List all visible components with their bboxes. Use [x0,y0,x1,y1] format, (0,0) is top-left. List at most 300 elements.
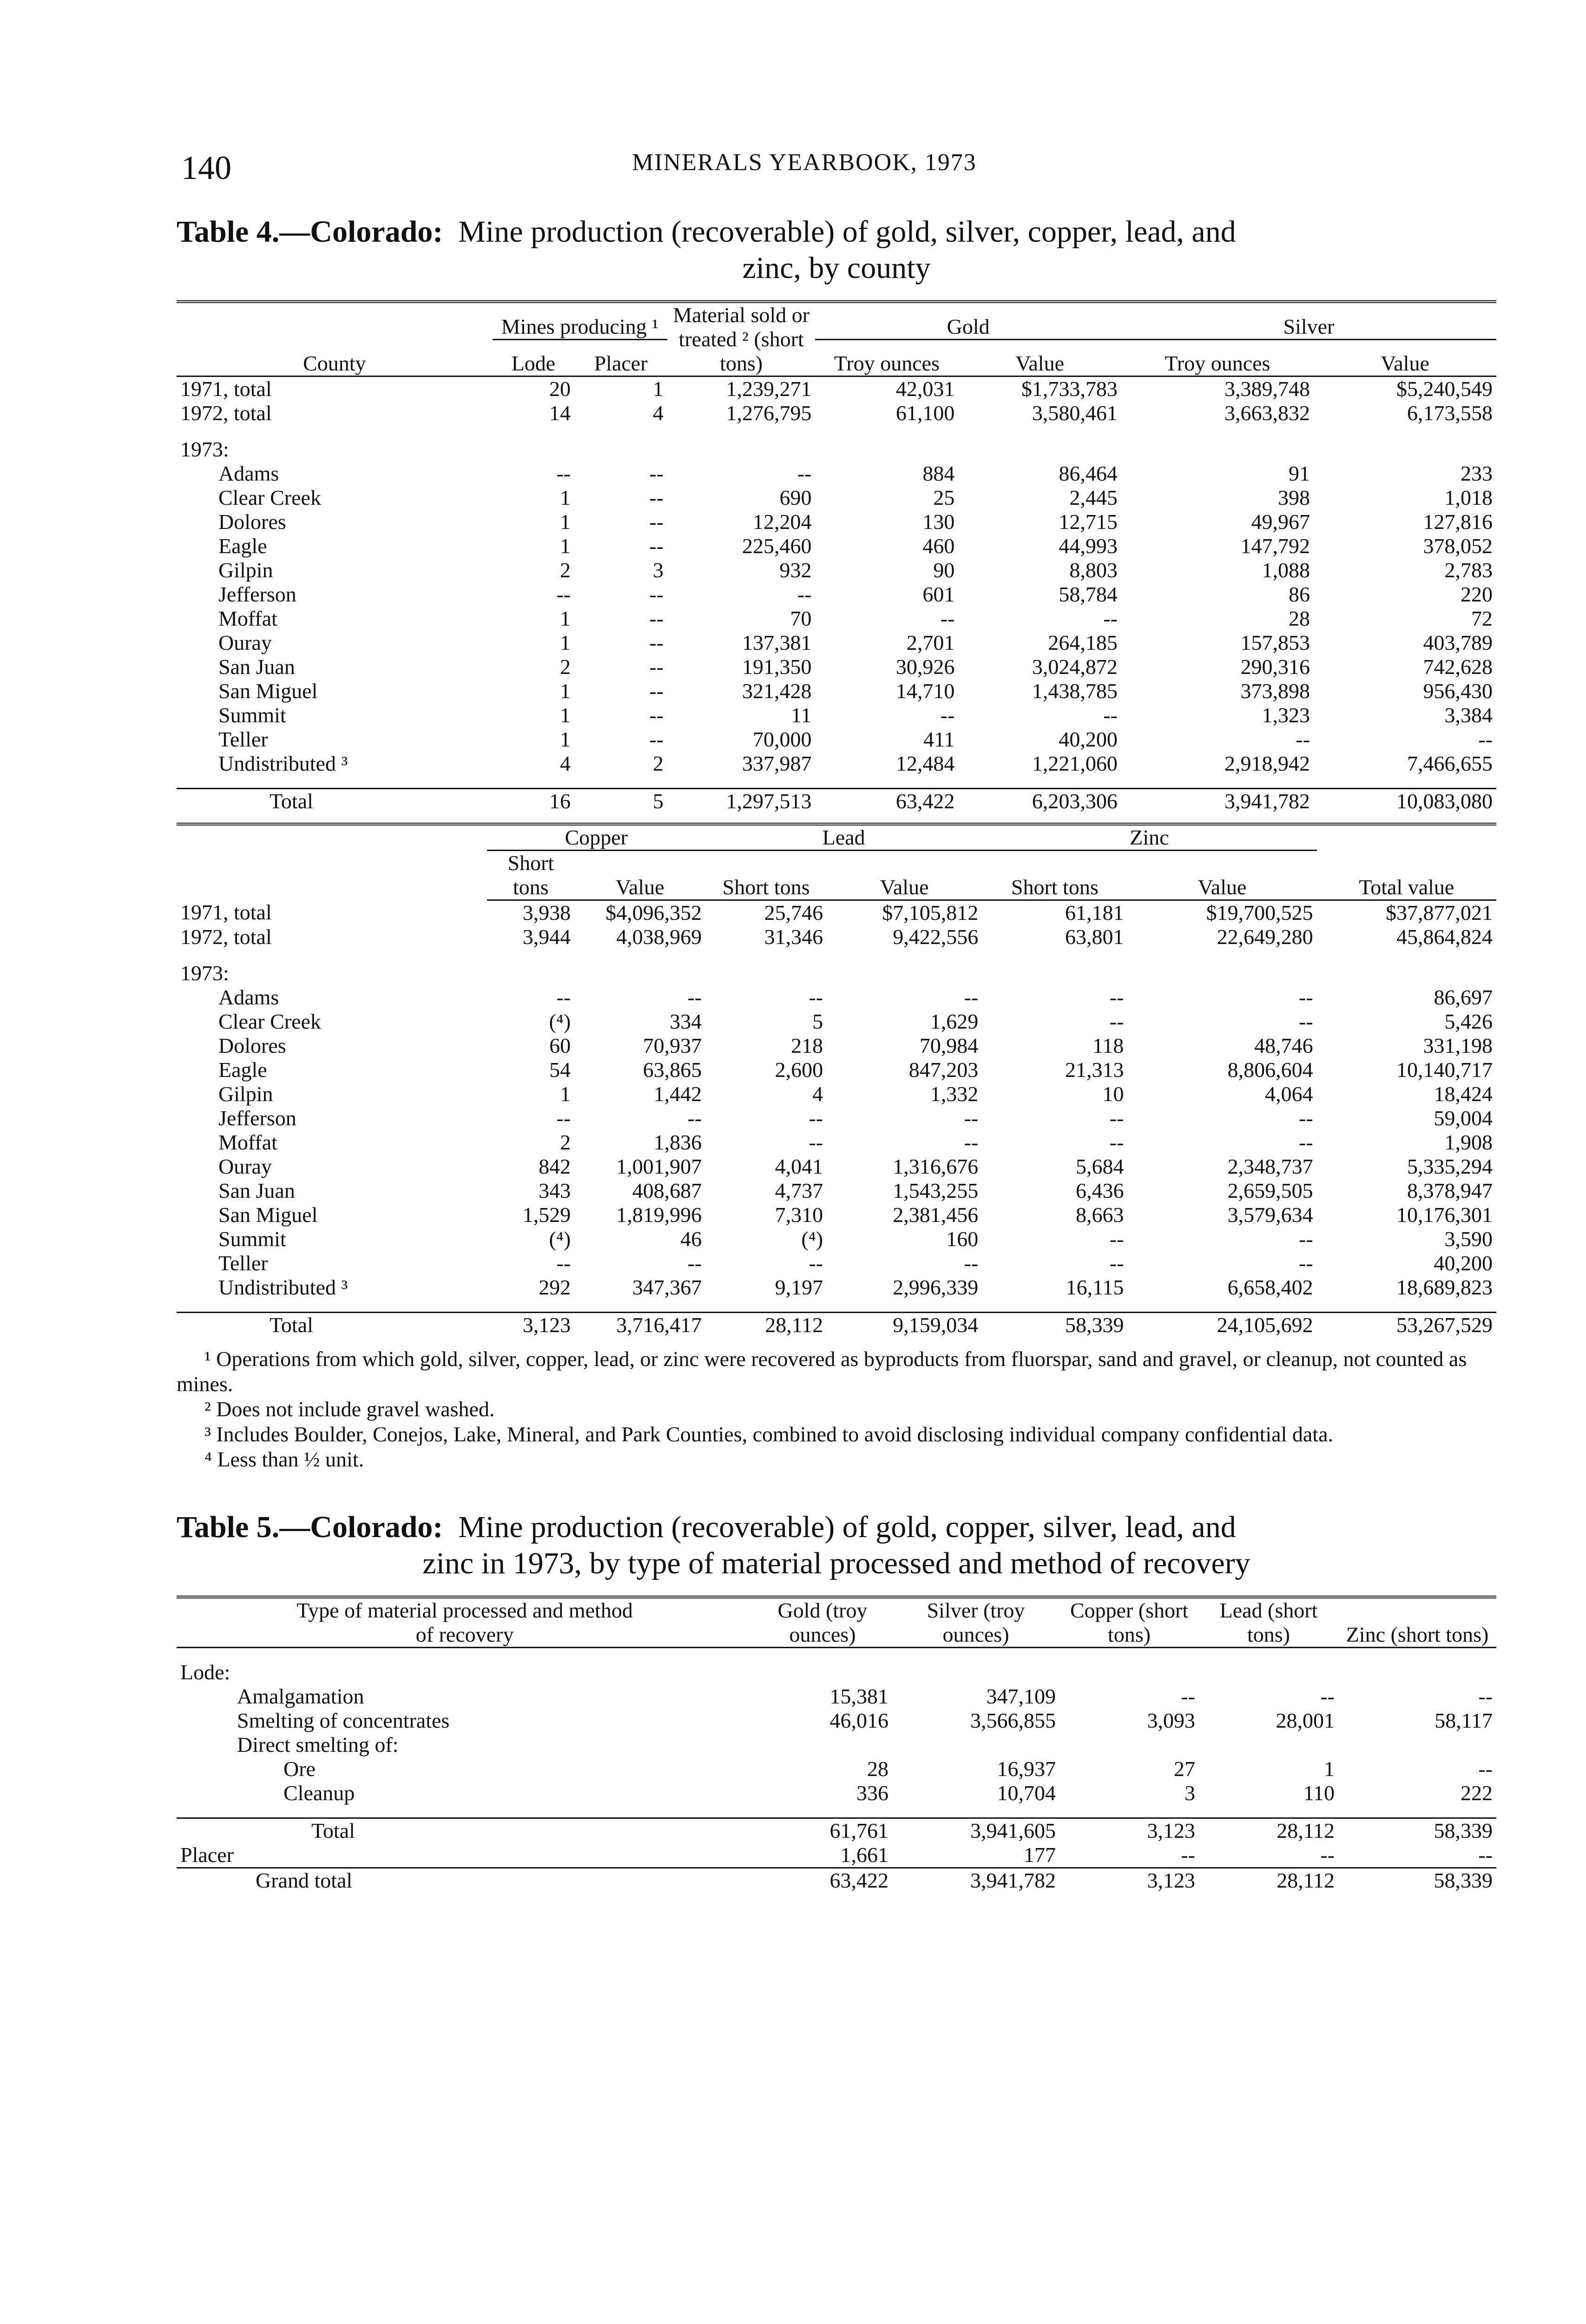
cell-value: 7,466,655 [1407,752,1493,775]
cell-value: -- [1478,1684,1493,1708]
cell-value: 58,339 [982,1313,1127,1338]
cell-value: 3,716,417 [574,1313,705,1338]
cell-value: 3,580,461 [1032,401,1118,425]
cell-value: 264,185 [1048,631,1118,654]
cell-value: 59,004 [1434,1106,1493,1130]
row-label: Clear Creek [218,486,321,509]
col-lead: Lead (short tons) [1199,1597,1338,1648]
page [177,139,1496,1893]
col-silver: Silver [1121,302,1496,339]
cell-value: $19,700,525 [1206,901,1313,924]
row-label: Gilpin [218,1082,273,1106]
row-label: Clear Creek [218,1010,321,1033]
col-lead-value: Value [827,851,982,900]
cell-value: 15,381 [829,1684,888,1708]
cell-value: 11 [791,703,812,727]
cell-value: 8,663 [1075,1203,1124,1227]
cell-value: 14,710 [895,679,955,703]
cell-value: 118 [1092,1034,1124,1057]
cell-value: 177 [1024,1843,1056,1867]
footnote-1: ¹ Operations from which gold, silver, copper, lead, or zinc were recovered as byproducts from fluorspar, sand and gravel, or cleanup, not counted as mines. [177,1347,1467,1396]
cell-value: -- [1299,1227,1313,1251]
cell-value: -- [809,1130,823,1154]
row-label: Adams [218,985,279,1009]
col-lead-tons: Short tons [705,851,827,900]
cell-value: 2,659,505 [1227,1179,1313,1202]
row-label: Summit [218,1227,286,1251]
cell-value: 86,697 [1434,985,1493,1009]
cell-value: 1,239,271 [726,377,812,401]
row-label: San Miguel [218,679,318,703]
cell-value: 3,384 [1444,703,1493,727]
row-label: Eagle [218,534,267,558]
cell-value: 4 [560,752,571,775]
county-row [177,1251,1496,1275]
cell-value: 292 [539,1275,571,1299]
year-label: 1973: [180,961,229,985]
cell-value: 3 [1185,1781,1195,1805]
cell-value: 6,173,558 [1407,401,1493,425]
cell-value: 3,093 [1147,1709,1195,1732]
county-row [177,1155,1496,1179]
cell-value: 16,115 [1066,1275,1124,1299]
cell-value: -- [556,462,571,485]
cell-value: 2 [560,1130,571,1154]
cell-value: 9,159,034 [827,1313,982,1338]
cell-value: 28,001 [1276,1709,1335,1732]
cell-value: 16,937 [997,1757,1056,1781]
cell-value: 28,112 [705,1313,827,1338]
col-gold-troy: Troy ounces [815,339,958,376]
cell-value: 225,460 [742,534,812,558]
cell-value: 1,661 [840,1843,888,1867]
county-row [177,703,1496,727]
placer-row [177,1843,1496,1868]
county-row [177,631,1496,655]
running-title: MINERALS YEARBOOK, 1973 [632,149,977,176]
cell-value: 1,629 [930,1010,979,1033]
cell-value: 8,378,947 [1407,1179,1493,1202]
cell-value: 4 [812,1082,823,1106]
cell-value: 70,984 [919,1034,979,1057]
cell-value: 2,348,737 [1227,1155,1313,1178]
cell-value: 601 [922,582,955,606]
cell-value: 63,422 [815,789,958,814]
row-label: Dolores [218,1034,286,1057]
cell-value: -- [687,1251,702,1275]
amalgamation-row [177,1684,1496,1709]
col-gold-value: Value [958,339,1121,376]
prior-year-row [177,401,1496,425]
cell-value: -- [649,655,664,679]
cell-value: 690 [779,486,812,509]
cell-value: 30,926 [895,655,955,679]
footnote-4: ⁴ Less than ½ unit. [204,1447,364,1471]
county-row [177,1034,1496,1058]
cell-value: 10,140,717 [1396,1058,1493,1082]
county-row [177,486,1496,510]
cell-value: -- [649,462,664,485]
cell-value: 3,123 [487,1313,574,1338]
row-label: Dolores [218,510,286,534]
cell-value: 70,937 [643,1034,702,1057]
cell-value: 24,105,692 [1127,1313,1316,1338]
row-label: Adams [218,462,279,485]
row-label: Eagle [218,1058,267,1082]
cell-value: 28,112 [1199,1818,1338,1843]
cell-value: -- [649,486,664,509]
cell-value: 10,704 [997,1781,1056,1805]
col-zinc-tons: Short tons [982,851,1127,900]
col-material: Material sold or treated ² (short tons) [667,302,816,376]
cell-value: (⁴) [801,1227,823,1251]
cell-value: 44,993 [1059,534,1118,558]
col-zinc: Zinc [982,824,1316,851]
grand-total-row [177,1868,1496,1893]
cell-value: -- [1320,1843,1335,1867]
cell-value: 147,792 [1240,534,1310,558]
row-label: Ore [283,1757,316,1781]
row-label: Undistributed ³ [218,1275,348,1299]
cell-value: 742,628 [1423,655,1493,679]
row-label: 1972, total [180,401,272,425]
county-row [177,1203,1496,1227]
col-type: Type of material processed and method of recovery [177,1597,753,1648]
cell-value: 49,967 [1251,510,1310,534]
cell-value: 12,715 [1059,510,1118,534]
row-label: Placer [180,1843,234,1867]
cell-value: -- [1478,1843,1493,1867]
cell-value: 403,789 [1423,631,1493,654]
cell-value: -- [964,1130,979,1154]
cell-value: 4,038,969 [616,925,702,949]
cell-value: 233 [1461,462,1493,485]
cell-value: -- [556,985,571,1009]
cell-value: -- [556,582,571,606]
cell-value: -- [940,607,955,630]
cell-value: 91 [1289,462,1310,485]
county-row [177,558,1496,582]
cell-value: 21,313 [1065,1058,1124,1082]
cell-value: 2 [560,655,571,679]
cell-value: -- [964,985,979,1009]
cell-value: 46,016 [829,1709,888,1732]
cell-value: -- [797,462,812,485]
county-row [177,655,1496,679]
col-total-value: Total value [1317,824,1496,900]
col-gold: Gold [815,302,1121,339]
cell-value: 18,689,823 [1396,1275,1493,1299]
cell-value: -- [1181,1843,1195,1867]
cell-value: 4 [652,401,664,425]
cell-value: 336 [856,1781,888,1805]
cell-value: 191,350 [742,655,812,679]
row-label: Total [177,789,493,814]
county-row [177,510,1496,534]
cell-value: 2,996,339 [893,1275,979,1299]
page-header [177,139,1496,205]
cell-value: 60 [549,1034,571,1057]
cell-value: 1,543,255 [893,1179,979,1202]
cell-value: 3,579,634 [1227,1203,1313,1227]
cell-value: 16 [493,789,574,814]
cell-value: 373,898 [1240,679,1310,703]
col-mines-producing: Mines producing ¹ [493,302,667,339]
cell-value: 8,806,604 [1227,1058,1313,1082]
cell-value: 378,052 [1423,534,1493,558]
cell-value: 1 [560,534,571,558]
cell-value: 3,944 [522,925,571,949]
cell-value: 220 [1461,582,1493,606]
cell-value: 58,117 [1435,1709,1493,1732]
footnote-2: ² Does not include gravel washed. [204,1397,495,1421]
cell-value: 86 [1289,582,1310,606]
cell-value: -- [649,679,664,703]
table4-title [177,214,1496,286]
cell-value: -- [1299,1130,1313,1154]
cell-value: -- [649,703,664,727]
total-row [177,1818,1496,1843]
col-silver-value: Value [1314,339,1496,376]
cell-value: 28 [1289,607,1310,630]
row-label: Grand total [177,1868,753,1893]
row-label: Total [177,1818,753,1843]
cell-value: 12,204 [752,510,812,534]
cell-value: -- [649,631,664,654]
cell-value: 48,746 [1254,1034,1313,1057]
cell-value: 1 [1324,1757,1335,1781]
cell-value: 2,701 [906,631,955,654]
cell-value: 2,783 [1444,558,1493,582]
cell-value: -- [1109,985,1124,1009]
cell-value: (⁴) [549,1227,571,1251]
cell-value: 10,176,301 [1396,1203,1493,1227]
cell-value: 1,221,060 [1032,752,1118,775]
cell-value: 1 [560,486,571,509]
cell-value: -- [556,1106,571,1130]
cell-value: 72 [1471,607,1493,630]
cell-value: 1 [560,510,571,534]
col-copper-tons: Short tons [487,851,574,900]
cell-value: -- [1103,703,1118,727]
cell-value: 12,484 [895,752,955,775]
cell-value: -- [1299,985,1313,1009]
cleanup-row [177,1781,1496,1805]
table5-label: Table 5.—Colorado: [177,1510,443,1544]
county-row [177,582,1496,607]
county-row [177,462,1496,486]
cell-value: 27 [1174,1757,1195,1781]
row-label: Total [177,1313,487,1338]
cell-value: -- [1109,1227,1124,1251]
cell-value: 137,381 [742,631,812,654]
cell-value: 347,109 [986,1684,1056,1708]
cell-value: 25 [933,486,955,509]
cell-value: 63,422 [753,1868,892,1893]
cell-value: 3,941,605 [892,1818,1060,1843]
cell-value: 46 [680,1227,702,1251]
cell-value: 5,426 [1444,1010,1493,1033]
cell-value: -- [964,1106,979,1130]
cell-value: 6,436 [1075,1179,1124,1202]
cell-value: 61,761 [753,1818,892,1843]
cell-value: 25,746 [764,901,823,924]
cell-value: 847,203 [908,1058,979,1082]
cell-value: -- [649,534,664,558]
cell-value: 1,276,795 [726,401,812,425]
cell-value: 20 [549,377,571,401]
county-row [177,679,1496,703]
row-label: Moffat [218,607,277,630]
cell-value: 2,918,942 [1224,752,1310,775]
cell-value: 2 [652,752,664,775]
cell-value: 408,687 [632,1179,702,1202]
cell-value: 40,200 [1059,727,1118,751]
cell-value: -- [940,703,955,727]
col-gold: Gold (troy ounces) [753,1597,892,1648]
cell-value: 28,112 [1199,1868,1338,1893]
cell-value: -- [1181,1684,1195,1708]
cell-value: 8,803 [1069,558,1118,582]
table4-label: Table 4.—Colorado: [177,215,443,249]
cell-value: -- [1109,1106,1124,1130]
cell-value: 1 [560,631,571,654]
cell-value: 3,389,748 [1224,377,1310,401]
county-row [177,534,1496,558]
row-label: Jefferson [218,582,296,606]
cell-value: 218 [791,1034,823,1057]
total-row [177,789,1496,814]
cell-value: 58,339 [1338,1868,1496,1893]
cell-value: 22,649,280 [1217,925,1313,949]
cell-value: -- [1103,607,1118,630]
cell-value: -- [649,582,664,606]
cell-value: -- [1296,727,1310,751]
row-label: 1971, total [180,377,272,401]
table5-title-line1: Mine production (recoverable) of gold, copper, silver, lead, and [458,1510,1236,1544]
cell-value: -- [1109,1010,1124,1033]
col-silver: Silver (troy ounces) [892,1597,1060,1648]
row-label: Ouray [218,631,272,654]
cell-value: -- [1299,1010,1313,1033]
cell-value: 130 [922,510,955,534]
table4-part1 [177,300,1496,813]
cell-value: -- [1478,727,1493,751]
cell-value: 28 [867,1757,888,1781]
cell-value: 86,464 [1059,462,1118,485]
cell-value: 4,737 [775,1179,823,1202]
cell-value: 1,442 [653,1082,702,1106]
cell-value: $4,096,352 [605,901,702,924]
cell-value: 3,941,782 [892,1868,1060,1893]
cell-value: 1,316,676 [893,1155,979,1178]
cell-value: 58,784 [1059,582,1118,606]
cell-value: 18,424 [1434,1082,1493,1106]
table4-title-line2: zinc, by county [742,251,931,285]
cell-value: 1 [560,727,571,751]
cell-value: -- [687,985,702,1009]
cell-value: 334 [670,1010,702,1033]
table4-footnotes [177,1347,1496,1472]
county-row [177,752,1496,776]
ore-row [177,1757,1496,1781]
row-label: 1972, total [180,925,272,949]
cell-value: -- [649,607,664,630]
cell-value: (⁴) [549,1010,571,1033]
cell-value: 1,088 [1262,558,1310,582]
cell-value: 3,938 [522,901,571,924]
cell-value: -- [649,510,664,534]
cell-value: 1,323 [1262,703,1310,727]
col-silver-troy: Troy ounces [1121,339,1314,376]
cell-value: $1,733,783 [1021,377,1118,401]
cell-value: -- [1299,1106,1313,1130]
row-label: Undistributed ³ [218,752,348,775]
cell-value: 63,865 [643,1058,702,1082]
table5-title-line2: zinc in 1973, by type of material processed and method of recovery [422,1546,1250,1580]
cell-value: 3,566,855 [970,1709,1056,1732]
cell-value: -- [1320,1684,1335,1708]
cell-value: 110 [1303,1781,1335,1805]
col-county: County [177,302,493,376]
cell-value: 63,801 [1065,925,1124,949]
cell-value: 42,031 [895,377,955,401]
total-row [177,1313,1496,1338]
cell-value: 1,297,513 [667,789,816,814]
cell-value: 10 [1102,1082,1124,1106]
lode-label: Lode: [180,1660,230,1684]
col-lead: Lead [705,824,982,851]
cell-value: 1,438,785 [1032,679,1118,703]
county-row [177,1275,1496,1300]
cell-value: 1 [560,703,571,727]
col-copper: Copper (short tons) [1060,1597,1199,1648]
cell-value: 2 [560,558,571,582]
cell-value: 157,853 [1240,631,1310,654]
county-row [177,1130,1496,1155]
cell-value: 4,041 [775,1155,823,1178]
cell-value: 2,445 [1069,486,1118,509]
col-lode: Lode [493,339,574,376]
cell-value: 956,430 [1423,679,1493,703]
cell-value: 70,000 [752,727,812,751]
cell-value: 5,684 [1075,1155,1124,1178]
county-row [177,1010,1496,1034]
cell-value: 347,367 [632,1275,702,1299]
cell-value: 2,381,456 [893,1203,979,1227]
cell-value: -- [797,582,812,606]
county-row [177,1082,1496,1106]
cell-value: 3,941,782 [1121,789,1314,814]
cell-value: 1 [560,607,571,630]
cell-value: 337,987 [742,752,812,775]
row-label: San Juan [218,655,295,679]
cell-value: 3,123 [1060,1818,1199,1843]
cell-value: 40,200 [1434,1251,1493,1275]
row-label: Cleanup [283,1781,355,1805]
cell-value: 10,083,080 [1314,789,1496,814]
cell-value: 45,864,824 [1396,925,1493,949]
col-copper: Copper [487,824,705,851]
cell-value: 411 [923,727,955,751]
cell-value: 460 [922,534,955,558]
row-label: Moffat [218,1130,277,1154]
cell-value: 6,203,306 [958,789,1121,814]
cell-value: 5 [812,1010,823,1033]
prior-year-row [177,376,1496,402]
cell-value: 90 [933,558,955,582]
table4-title-line1: Mine production (recoverable) of gold, silver, copper, lead, and [458,215,1236,249]
